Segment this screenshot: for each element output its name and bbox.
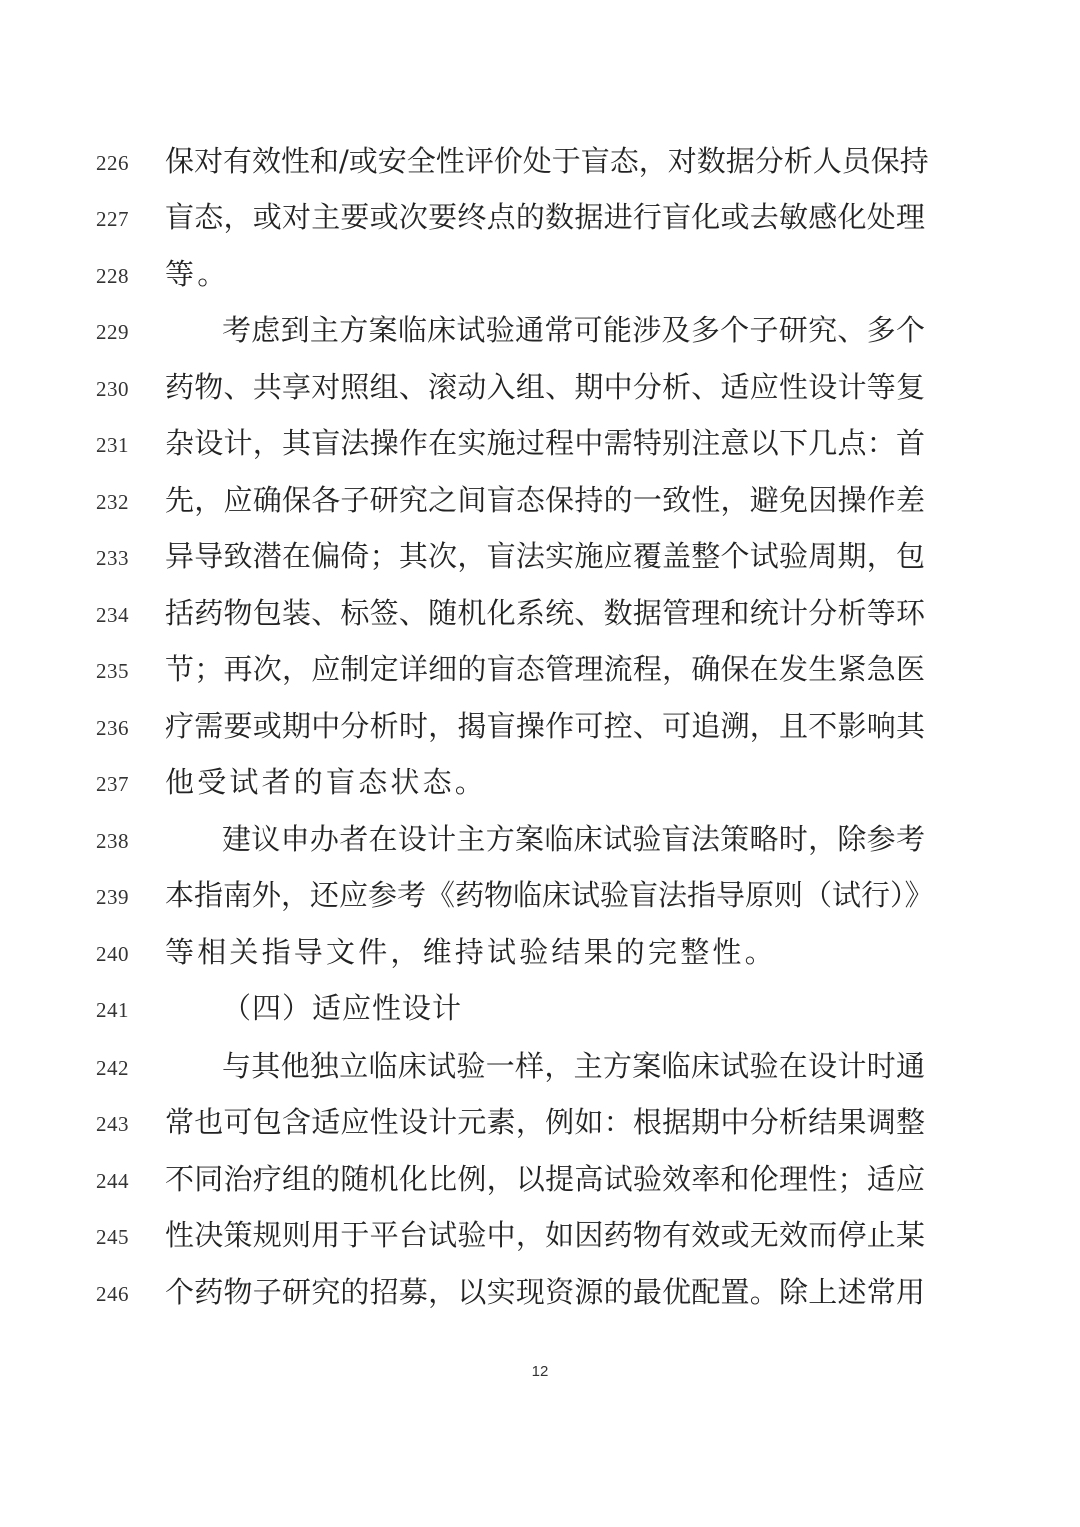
line-text: 节；再次，应制定详细的盲态管理流程，确保在发生紧急医 — [165, 652, 925, 686]
section-heading: （四）适应性设计 — [222, 991, 463, 1025]
line-number: 244 — [96, 1169, 129, 1193]
line-text: 性决策规则用于平台试验中，如因药物有效或无效而停止某 — [165, 1218, 925, 1252]
text-line — [0, 137, 1080, 193]
line-number: 229 — [96, 320, 129, 344]
line-text: 等。 — [165, 257, 230, 291]
text-line — [0, 1155, 1080, 1211]
line-number: 245 — [96, 1225, 129, 1249]
line-number: 233 — [96, 546, 129, 570]
text-line — [0, 815, 1080, 871]
text-line — [0, 758, 1080, 814]
text-line — [0, 306, 1080, 362]
line-text: 疗需要或期中分析时，揭盲操作可控、可追溯，且不影响其 — [165, 709, 925, 743]
line-text: 本指南外，还应参考《药物临床试验盲法指导原则（试行）》 — [165, 878, 934, 912]
text-line — [0, 476, 1080, 532]
text-line — [0, 193, 1080, 249]
text-line — [0, 645, 1080, 701]
text-line — [0, 702, 1080, 758]
text-line — [0, 250, 1080, 306]
line-number: 231 — [96, 433, 129, 457]
line-text: 个药物子研究的招募，以实现资源的最优配置。除上述常用 — [165, 1275, 925, 1309]
line-number: 240 — [96, 942, 129, 966]
line-number: 239 — [96, 885, 129, 909]
text-line — [0, 928, 1080, 984]
line-text: 药物、共享对照组、滚动入组、期中分析、适应性设计等复 — [165, 370, 925, 404]
line-number: 243 — [96, 1112, 129, 1136]
section-heading-line — [0, 984, 1080, 1040]
text-line — [0, 363, 1080, 419]
text-line — [0, 589, 1080, 645]
text-line — [0, 1098, 1080, 1154]
line-number: 242 — [96, 1056, 129, 1080]
line-text: 先，应确保各子研究之间盲态保持的一致性，避免因操作差 — [165, 483, 925, 517]
line-text: 括药物包装、标签、随机化系统、数据管理和统计分析等环 — [165, 596, 925, 630]
line-text: 建议申办者在设计主方案临床试验盲法策略时，除参考 — [222, 822, 925, 856]
line-text: 杂设计，其盲法操作在实施过程中需特别注意以下几点：首 — [165, 426, 925, 460]
line-number: 232 — [96, 490, 129, 514]
line-number: 237 — [96, 772, 129, 796]
line-text: 保对有效性和/或安全性评价处于盲态，对数据分析人员保持 — [165, 144, 929, 178]
line-number: 236 — [96, 716, 129, 740]
page-number: 12 — [531, 1363, 549, 1380]
text-line — [0, 532, 1080, 588]
line-number: 226 — [96, 151, 129, 175]
line-text: 与其他独立临床试验一样，主方案临床试验在设计时通 — [222, 1049, 925, 1083]
line-text: 常也可包含适应性设计元素，例如：根据期中分析结果调整 — [165, 1105, 925, 1139]
line-text: 考虑到主方案临床试验通常可能涉及多个子研究、多个 — [222, 313, 925, 347]
line-number: 246 — [96, 1282, 129, 1306]
text-line — [0, 1042, 1080, 1098]
line-number: 227 — [96, 207, 129, 231]
line-number: 230 — [96, 377, 129, 401]
line-text: 盲态，或对主要或次要终点的数据进行盲化或去敏感化处理 — [165, 200, 925, 234]
line-number: 241 — [96, 998, 129, 1022]
line-text: 不同治疗组的随机化比例，以提高试验效率和伦理性；适应 — [165, 1162, 925, 1196]
text-line — [0, 1268, 1080, 1324]
line-number: 234 — [96, 603, 129, 627]
line-text: 他受试者的盲态状态。 — [165, 765, 488, 799]
text-line — [0, 871, 1080, 927]
text-line — [0, 1211, 1080, 1267]
line-number: 238 — [96, 829, 129, 853]
line-number: 235 — [96, 659, 129, 683]
line-number: 228 — [96, 264, 129, 288]
line-text: 异导致潜在偏倚；其次，盲法实施应覆盖整个试验周期，包 — [165, 539, 925, 573]
line-text: 等相关指导文件，维持试验结果的完整性。 — [165, 935, 777, 969]
text-line — [0, 419, 1080, 475]
